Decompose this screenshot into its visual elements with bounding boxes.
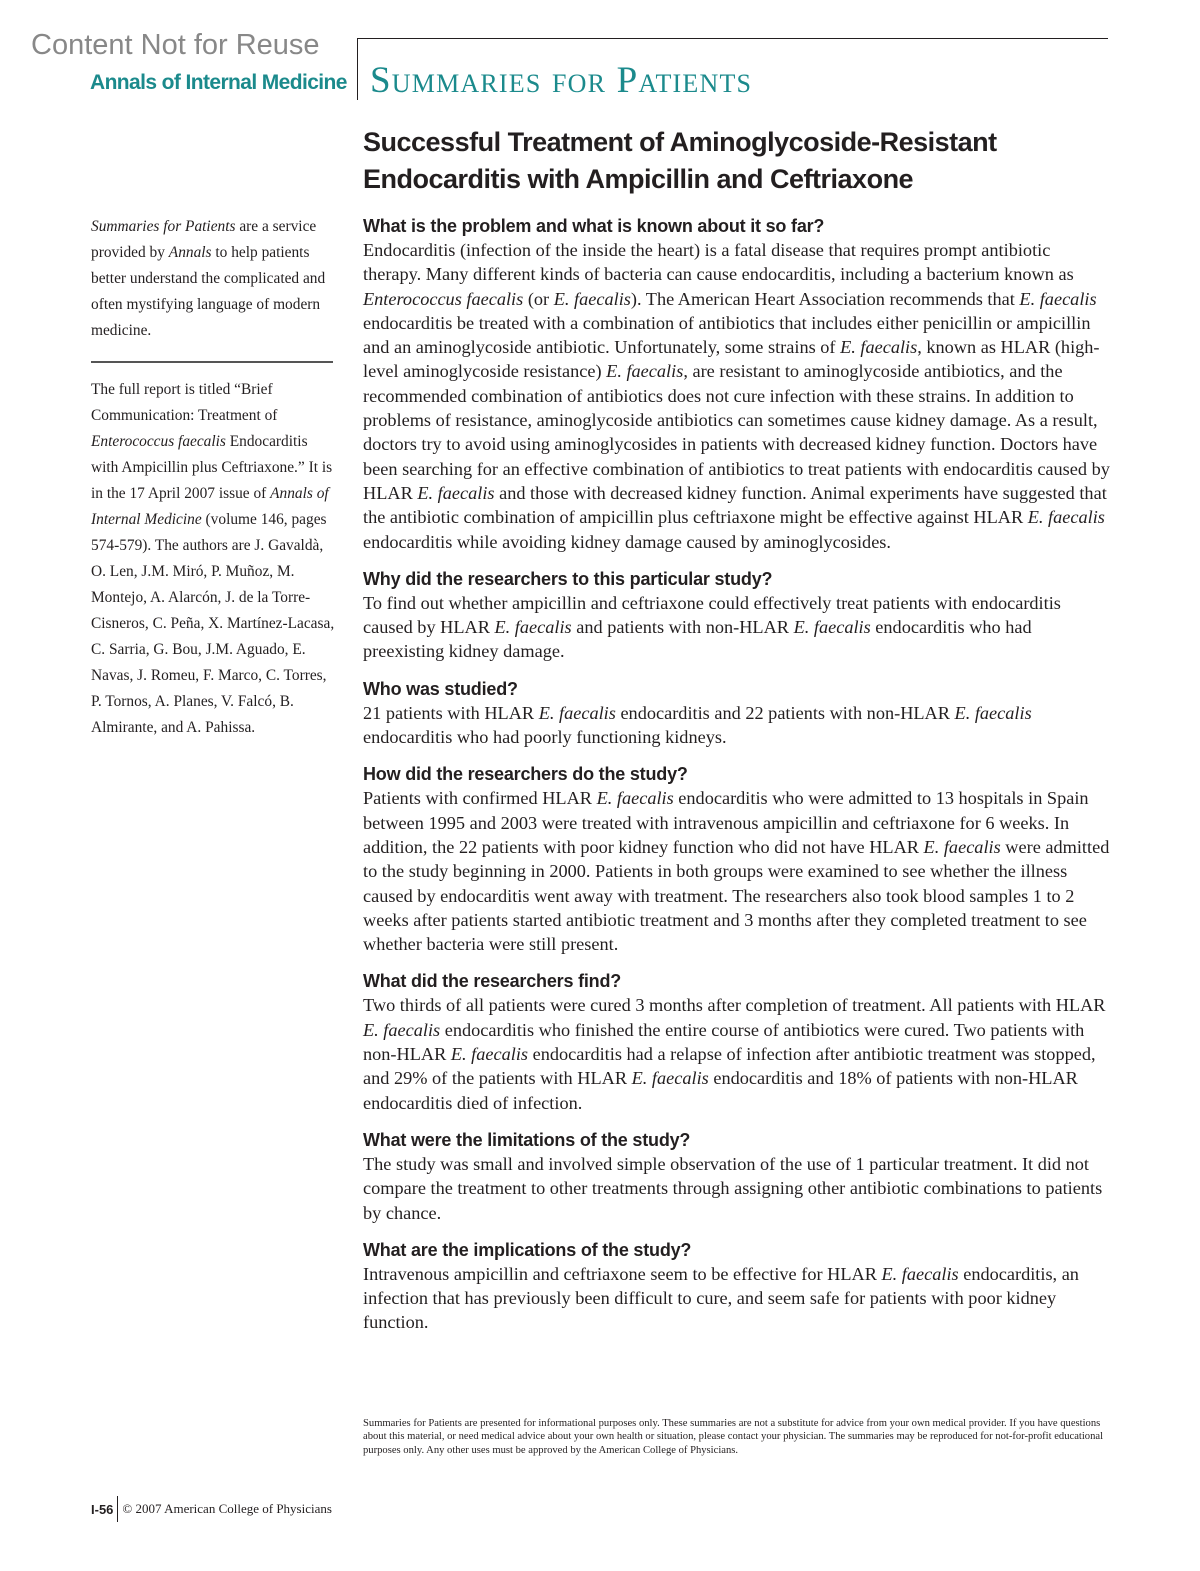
article-title: Successful Treatment of Aminoglycoside-Resistant Endocarditis with Ampicillin and Ceftriaxone <box>363 127 997 194</box>
watermark: Content Not for Reuse <box>31 29 320 61</box>
section-body: Endocarditis (infection of the inside the heart) is a fatal disease that requires prompt antibiotic therapy. Many different kinds of bacteria can cause endocarditis, including a bacterium known as Enterococcus faecalis (or E. faecalis). The American Heart Association recommends that E. faecalis endocarditis be treated with a combination of antibiotics that includes either penicillin or ampicillin and an aminoglycoside antibiotic. Unfortunately, some strains of E. faecalis, known as HLAR (high-level aminoglycoside resistance) E. faecalis, are resistant to aminoglycoside antibiotics, and the recommended combination of antibiotics does not cure infection with these strains. In addition to problems of resistance, aminoglycoside antibiotics can sometimes cause kidney damage. As a result, doctors try to avoid using aminoglycosides in patients with decreased kidney function. Doctors have been searching for an effective combination of antibiotics to treat patients with endocarditis caused by HLAR E. faecalis and those with decreased kidney function. Animal experiments have suggested that the antibiotic combination of ampicillin plus ceftriaxone might be effective against HLAR E. faecalis endocarditis while avoiding kidney damage caused by aminoglycosides. <box>363 240 1110 552</box>
sidebar-report-text-1: The full report is titled “Brief Communication: Treatment of <box>91 381 278 424</box>
page-footer <box>91 1496 332 1522</box>
sidebar-intro-text-2: to help patients better understand the complicated and often mystifying language of modern medicine. <box>91 244 326 339</box>
sidebar-report <box>91 377 335 741</box>
sidebar-divider <box>91 361 333 363</box>
section-how <box>363 762 1110 956</box>
footer-divider <box>117 1496 118 1522</box>
section-who <box>363 677 1110 750</box>
sidebar-intro-text-1: are a service provided by <box>91 218 317 261</box>
section-implications <box>363 1238 1110 1335</box>
sidebar-journal-full: Annals of Internal Medicine <box>91 485 329 528</box>
section-body: To find out whether ampicillin and ceftriaxone could effectively treat patients with endocarditis caused by HLAR E. faecalis and patients with non-HLAR E. faecalis endocarditis who had preexisting kidney damage. <box>363 592 1061 662</box>
section-title: Summaries for Patients <box>370 60 753 101</box>
sidebar-pub-name: Summaries for Patients <box>91 218 236 235</box>
sidebar-intro <box>91 214 335 344</box>
section-body: The study was small and involved simple observation of the use of 1 particular treatment. It did not compare the treatment to other treatments through assigning other antibiotic combinations to patients by chance. <box>363 1153 1103 1223</box>
disclaimer-footnote: Summaries for Patients are presented for informational purposes only. These summaries are not a substitute for advice from your own medical provider. If you have questions about this material, or need medical advice about your own health or situation, please contact your physician. The summaries may be reproduced for not-for-profit educational purposes only. Any other uses must be approved by the American College of Physicians. <box>363 1418 1104 1456</box>
sidebar-journal-name: Annals <box>168 244 212 261</box>
section-body: Patients with confirmed HLAR E. faecalis endocarditis who were admitted to 13 hospitals in Spain between 1995 and 2003 were treated with intravenous ampicillin and ceftriaxone for 6 weeks. In addition, the 22 patients with poor kidney function who did not have HLAR E. faecalis were admitted to the study beginning in 2000. Patients in both groups were examined to see whether the illness caused by endocarditis went away with treatment. The researchers also took blood samples 1 to 2 weeks after patients started antibiotic treatment and 3 months after they completed treatment to see whether bacteria were still present. <box>363 788 1110 955</box>
section-heading: What did the researchers find? <box>363 971 622 992</box>
journal-name: Annals of Internal Medicine <box>90 71 347 94</box>
sidebar-intro-text <box>91 214 335 344</box>
section-heading: What is the problem and what is known about it so far? <box>363 216 825 236</box>
section-heading: Why did the researchers to this particular study? <box>363 568 773 589</box>
sidebar-report-text-2: Endocarditis with Ampicillin plus Ceftriaxone.” It is in the 17 April 2007 issue of <box>91 433 333 502</box>
copyright: © 2007 American College of Physicians <box>122 1501 332 1516</box>
section-heading: How did the researchers do the study? <box>363 764 688 785</box>
sidebar-organism: Enterococcus faecalis <box>91 433 226 450</box>
header-divider <box>357 38 358 100</box>
section-heading: What were the limitations of the study? <box>363 1129 691 1150</box>
section-heading: Who was studied? <box>363 678 518 699</box>
section-body: Intravenous ampicillin and ceftriaxone seem to be effective for HLAR E. faecalis endocarditis, an infection that has previously been difficult to cure, and seem safe for patients with poor kidney function. <box>363 1263 1079 1333</box>
section-body: Two thirds of all patients were cured 3 months after completion of treatment. All patients with HLAR E. faecalis endocarditis who finished the entire course of antibiotics were cured. Two patients with non-HLAR E. faecalis endocarditis had a relapse of infection after antibiotic treatment was stopped, and 29% of the patients with HLAR E. faecalis endocarditis and 18% of patients with non-HLAR endocarditis died of infection. <box>363 995 1106 1113</box>
section-findings <box>363 969 1110 1114</box>
section-limitations <box>363 1128 1110 1225</box>
sidebar-report-text <box>91 377 335 741</box>
section-why <box>363 567 1110 664</box>
sidebar-report-text-3: (volume 146, pages 574-579). The authors are J. Gavaldà, O. Len, J.M. Miró, P. Muñoz, M. Montejo, A. Alarcón, J. de la Torre-Cisneros, C. Peña, X. Martínez-Lacasa, C. Sarria, G. Bou, J.M. Aguado, E. Navas, J. Romeu, F. Marco, C. Torres, P. Tornos, A. Planes, V. Falcó, B. Almirante, and A. Pahissa. <box>91 511 335 736</box>
article-body <box>363 214 1110 1348</box>
header-rule <box>358 38 1108 39</box>
section-body: 21 patients with HLAR E. faecalis endocarditis and 22 patients with non-HLAR E. faecalis endocarditis who had poorly functioning kidneys. <box>363 702 1032 748</box>
section-heading: What are the implications of the study? <box>363 1239 692 1260</box>
page-number: I-56 <box>91 1501 114 1517</box>
section-problem <box>363 214 1110 554</box>
